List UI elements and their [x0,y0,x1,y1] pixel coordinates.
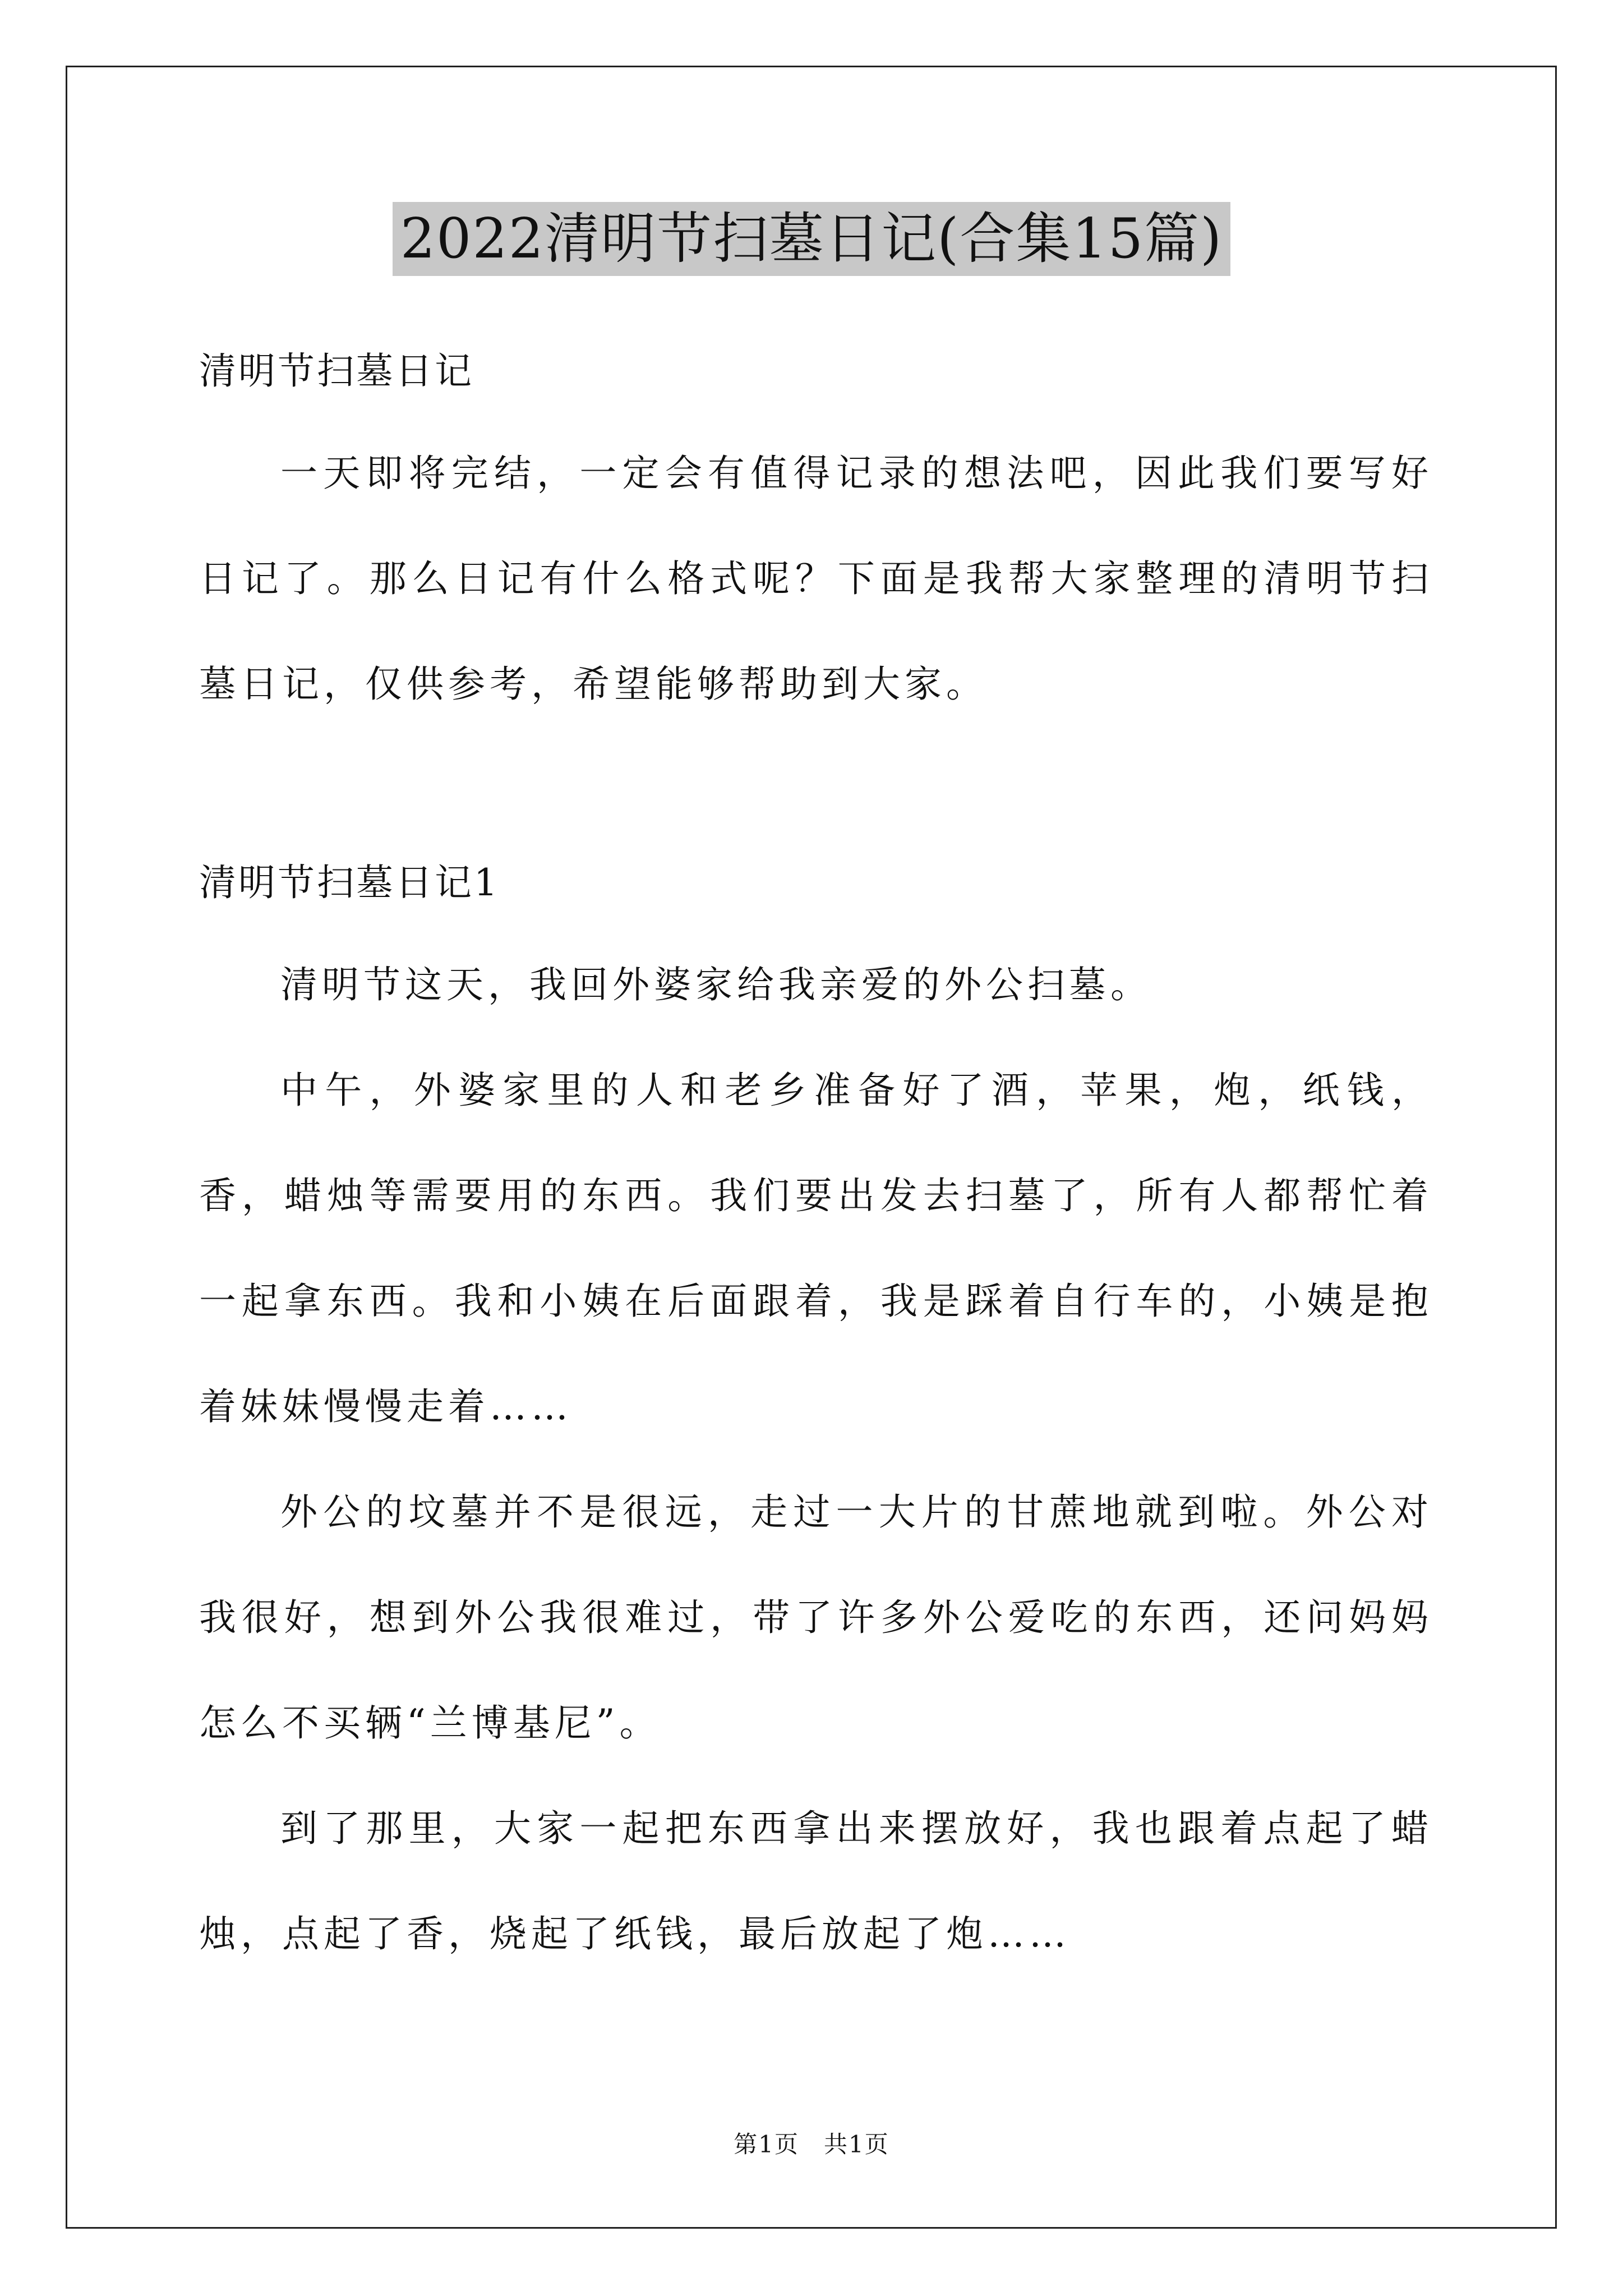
document-title: 2022清明节扫墓日记(合集15篇) [393,202,1231,276]
page-footer: 第1页 共1页 [734,2131,889,2158]
intro-paragraph: 一天即将完结，一定会有值得记录的想法吧，因此我们要写好日记了。那么日记有什么格式呢？下面是我帮大家整理的清明节扫墓日记，仅供参考，希望能够帮助到大家。 [199,452,1433,706]
body-paragraph: 中午，外婆家里的人和老乡准备好了酒，苹果，炮，纸钱，香，蜡烛等需要用的东西。我们要出发去扫墓了，所有人都帮忙着一起拿东西。我和小姨在后面跟着，我是踩着自行车的，小姨是抱着妹妹慢慢走着…… [199,1069,1433,1428]
title-container [0,202,1623,276]
body-paragraph: 到了那里，大家一起把东西拿出来摆放好，我也跟着点起了蜡烛，点起了香，烧起了纸钱，最后放起了炮…… [199,1807,1433,1955]
section-heading: 清明节扫墓日记1 [199,861,500,904]
intro-heading: 清明节扫墓日记 [199,349,474,393]
body-paragraph: 外公的坟墓并不是很远，走过一大片的甘蔗地就到啦。外公对我很好，想到外公我很难过，带了许多外公爱吃的东西，还问妈妈怎么不买辆“兰博基尼”。 [199,1490,1433,1745]
document-body [199,343,1433,1987]
body-paragraph: 清明节这天，我回外婆家给我亲爱的外公扫墓。 [280,963,1152,1006]
